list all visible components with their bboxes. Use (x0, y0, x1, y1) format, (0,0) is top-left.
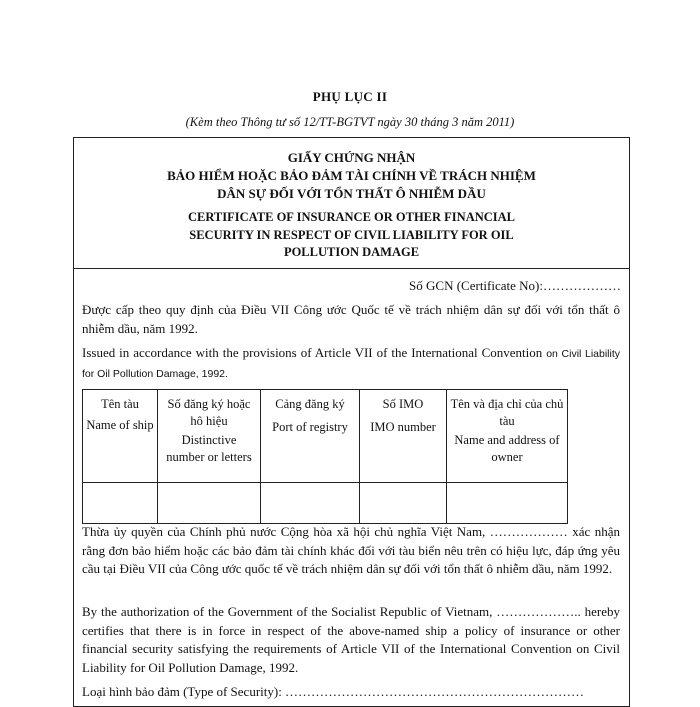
title-en-line: CERTIFICATE OF INSURANCE OR OTHER FINANCIAL (187, 210, 516, 224)
ship-details-table (82, 389, 568, 524)
authorization-statement-vi: Thừa ủy quyền của Chính phủ nước Cộng hòa xã hội chủ nghĩa Việt Nam, ……………… xác nhận rằng đơn bảo hiểm hoặc các bảo đảm tài chính khác đối với tàu biển nêu trên có hiệu lực, đáp ứng yêu cầu tại Điều VII của Công ước quốc tế về trách nhiệm dân sự đối với tổn thất ô nhiễm dầu, năm 1992. (82, 524, 620, 576)
header-divider (74, 268, 629, 269)
certificate-title-vi (74, 149, 629, 203)
header-cell-imo-number: Số IMO IMO number (360, 390, 447, 483)
table-cell (261, 483, 360, 524)
header-cell-ship-name: Tên tàu Name of ship (83, 390, 158, 483)
header-cell-port-of-registry: Cảng đăng ký Port of registry (261, 390, 360, 483)
header-cell-owner: Tên và địa chỉ của chủ tàu Name and address of owner (447, 390, 568, 483)
table-cell (83, 483, 158, 524)
table-header-row (83, 390, 568, 483)
title-vi-line: DÂN SỰ ĐỐI VỚI TỔN THẤT Ô NHIỄM DẦU (217, 186, 486, 201)
table-cell (360, 483, 447, 524)
table-row (83, 483, 568, 524)
certificate-title-en (74, 209, 629, 262)
certificate-number: Số GCN (Certificate No):……………… (409, 278, 621, 293)
issued-statement-en: Issued in accordance with the provisions of Article VII of the International Convention on Civil Liability for Oil Pollution Damage, 1992. (82, 345, 620, 380)
certificate-frame (73, 137, 630, 707)
authorization-statement-en: By the authorization of the Government of the Socialist Republic of Vietnam, ……………….. hereby certifies that there is in force in respect of the above-named ship a policy of insurance or other financial security satisfying the requirements of Article VII of the International Convention on Civil Liability for Oil Pollution Damage, 1992. (82, 604, 620, 675)
title-en-line: SECURITY IN RESPECT OF CIVIL LIABILITY FOR OIL (189, 227, 514, 242)
issued-statement-vi: Được cấp theo quy định của Điều VII Công ước Quốc tế về trách nhiệm dân sự đối với tổn thất ô nhiễm dầu, năm 1992. (82, 302, 620, 336)
title-vi-line: BẢO HIỂM HOẶC BẢO ĐẢM TÀI CHÍNH VỀ TRÁCH NHIỆM (167, 168, 536, 183)
table-cell (447, 483, 568, 524)
security-type-line: Loại hình bảo đảm (Type of Security): …………………………………………………………… (82, 684, 585, 699)
header-cell-distinctive-number: Số đăng ký hoặc hô hiệu Distinctive number or letters (158, 390, 261, 483)
appendix-subtitle: (Kèm theo Thông tư số 12/TT-BGTVT ngày 30 tháng 3 năm 2011) (185, 115, 515, 129)
title-en-line: POLLUTION DAMAGE (283, 245, 420, 259)
title-vi-line: GIẤY CHỨNG NHẬN (287, 150, 416, 165)
table-cell (158, 483, 261, 524)
appendix-title: PHỤ LỤC II (312, 89, 388, 104)
